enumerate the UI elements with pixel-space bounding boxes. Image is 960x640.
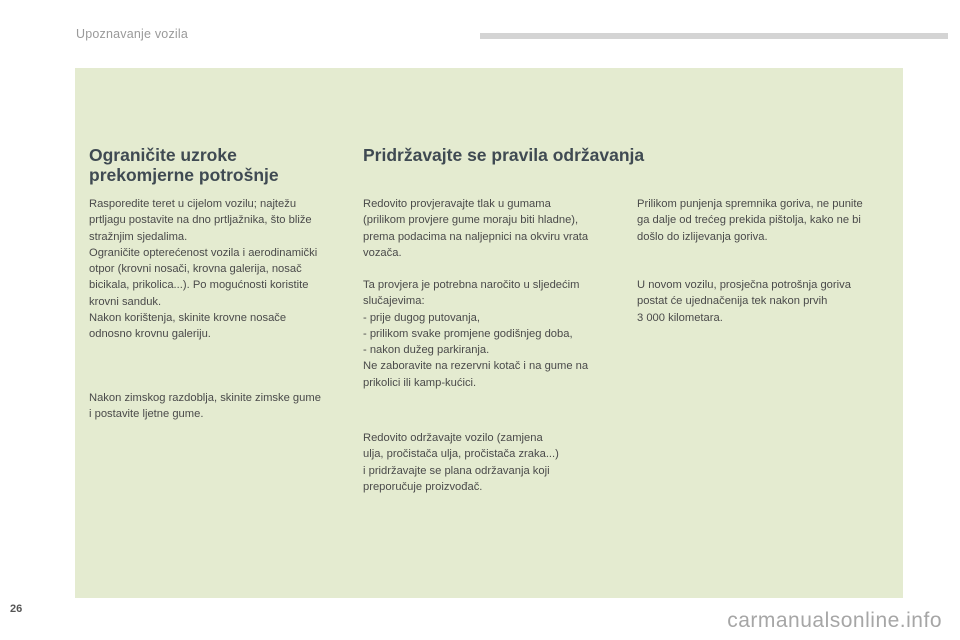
middle-paragraph-check: Ta provjera je potrebna naročito u sljedećim slučajevima: - prije dugog putovanja, - prilikom svake promjene godišnjeg doba, - nakon dužeg parkiranja. Ne zaboravite na rezervni kotač i na gume na prikolici ili kamp-kućici.: [363, 279, 589, 389]
left-paragraph-tyres: Nakon zimskog razdoblja, skinite zimske gume i postavite ljetne gume.: [89, 392, 321, 421]
middle-paragraph-service: Redovito održavajte vozilo (zamjena ulja, pročistača ulja, pročistača zraka...) i pridržavajte se plana održavanja koji preporučuje proizvođač.: [363, 432, 559, 493]
right-paragraph-consumption: U novom vozilu, prosječna potrošnja goriva postat će ujednačenija tek nakon prvih 3 000 kilometara.: [637, 279, 851, 324]
left-heading: Ograničite uzroke prekomjerne potrošnje: [89, 145, 279, 185]
header-divider-bar: [480, 33, 948, 39]
left-paragraph-load: Rasporedite teret u cijelom vozilu; najtežu prtljagu postavite na dno prtljažnika, što bliže stražnjim sjedalima. Ograničite opterećenost vozila i aerodinamički otpor (krovni nosači, krovna galerija, nosač bicikala, prikolica...). Po mogućnosti koristite krovni sanduk. Nakon korištenja, skinite krovne nosače odnosno krovnu galeriju.: [89, 198, 318, 341]
page-number: 26: [10, 603, 23, 615]
right-paragraph-fuel: Prilikom punjenja spremnika goriva, ne punite ga dalje od trećeg prekida pištolja, kako ne bi došlo do izlijevanja goriva.: [637, 198, 863, 243]
watermark: carmanualsonline.info: [727, 609, 942, 632]
middle-paragraph-pressure: Redovito provjeravajte tlak u gumama (prilikom provjere gume moraju biti hladne), prema podacima na naljepnici na okviru vrata vozača.: [363, 198, 589, 259]
section-title: Upoznavanje vozila: [76, 27, 188, 41]
right-heading: Pridržavajte se pravila održavanja: [363, 145, 645, 165]
